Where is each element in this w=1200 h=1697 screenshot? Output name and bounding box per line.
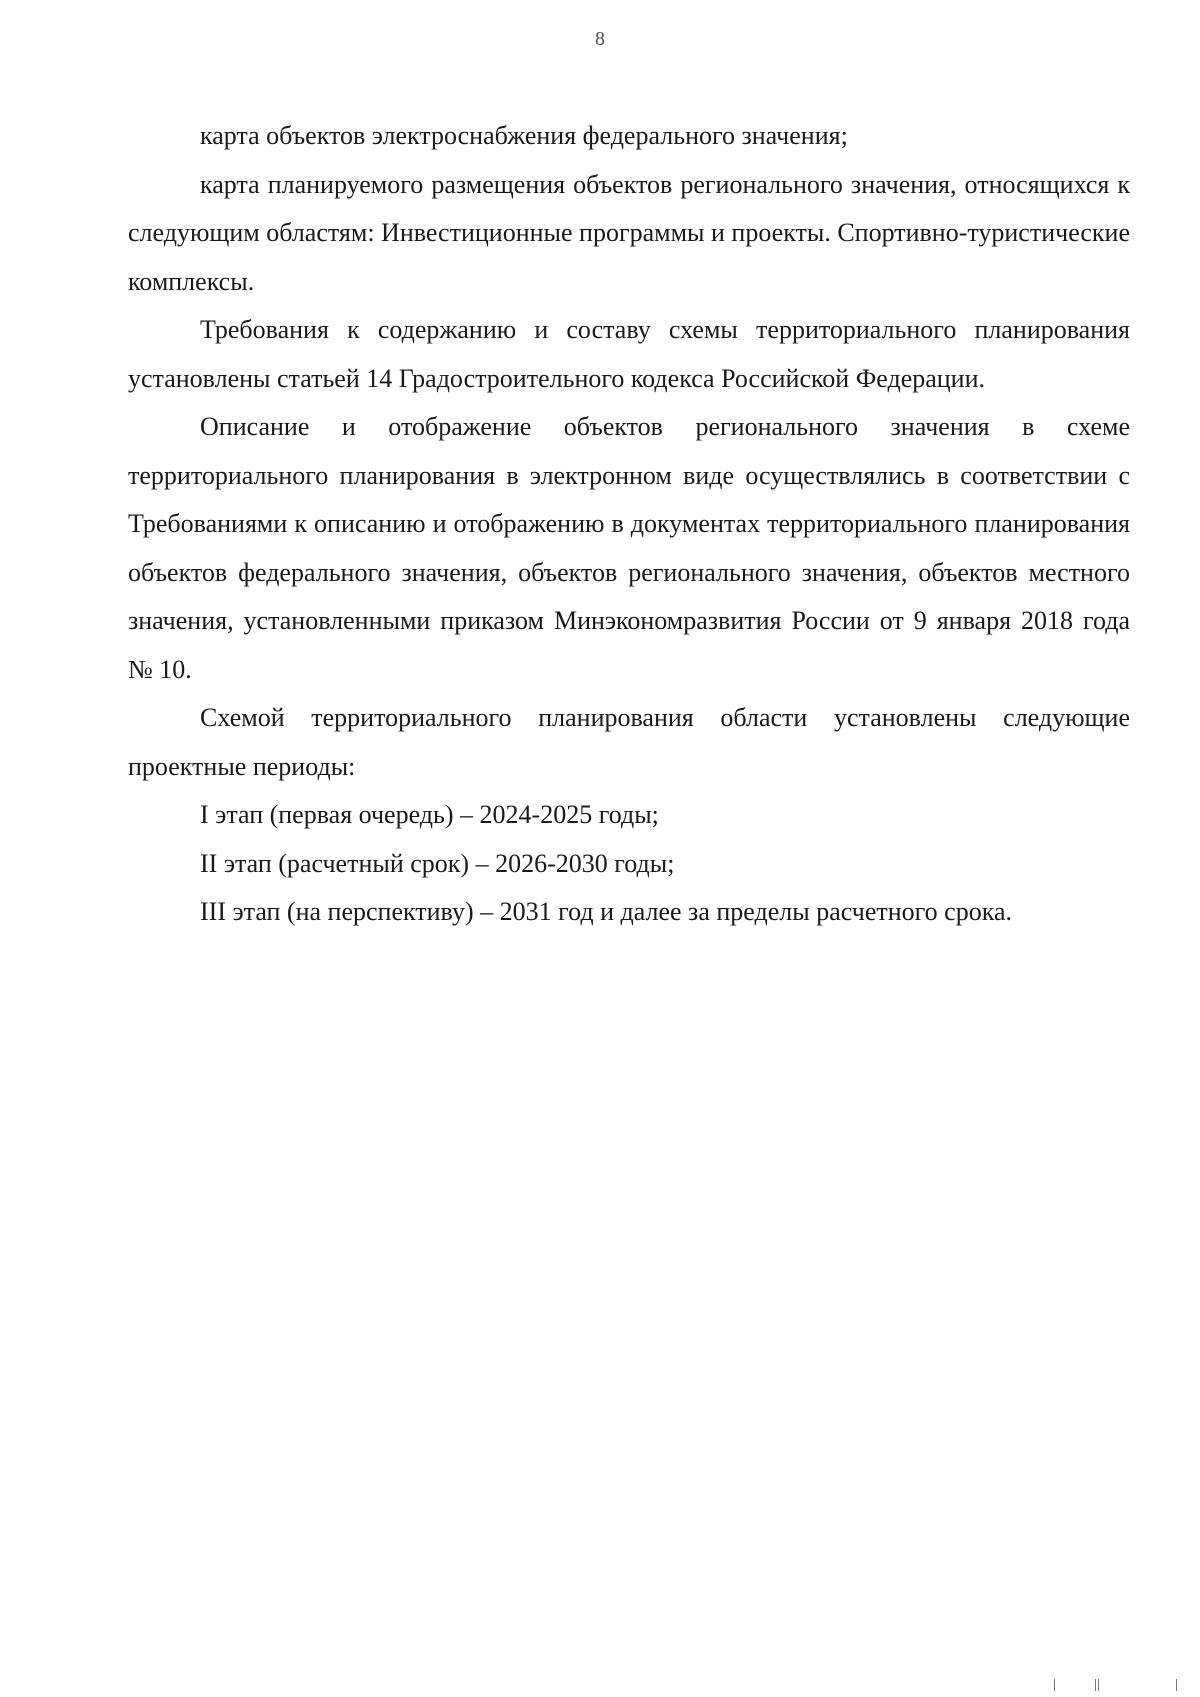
stage-item-2: II этап (расчетный срок) – 2026-2030 годы; — [200, 848, 675, 878]
stage-item-1: I этап (первая очередь) – 2024-2025 годы; — [200, 800, 659, 829]
document-body — [128, 112, 1130, 937]
page-number: 8 — [595, 28, 605, 50]
stage-item-3: III этап (на перспективу) – 2031 год и далее за пределы расчетного срока. — [200, 897, 1012, 926]
paragraph-description: Описание и отображение объектов регионального значения в схеме территориального планирования в электронном виде осуществлялись в соответствии с Требованиями к описанию и отображению в документах территориального планирования объектов федерального значения, объектов регионального значения, объектов местного значения, установленными приказом Минэкономразвития России от 9 января 2018 года № 10. — [128, 412, 1130, 684]
paragraph-map-regional-objects: карта планируемого размещения объектов регионального значения, относящихся к следующим областям: Инвестиционные программы и проекты. Спортивно-туристические комплексы. — [128, 169, 1131, 296]
scan-artifact-mark — [1054, 1679, 1055, 1691]
scan-artifact-mark — [1176, 1679, 1177, 1691]
scan-artifact-mark — [1098, 1679, 1099, 1691]
paragraph-project-periods: Схемой территориального планирования области установлены следующие проектные периоды: — [128, 703, 1130, 781]
paragraph-map-electricity: карта объектов электроснабжения федерального значения; — [200, 121, 848, 150]
paragraph-requirements: Требования к содержанию и составу схемы территориального планирования установлены статьей 14 Градостроительного кодекса Российской Федерации. — [128, 315, 1130, 393]
scan-artifact-mark — [1095, 1679, 1096, 1691]
